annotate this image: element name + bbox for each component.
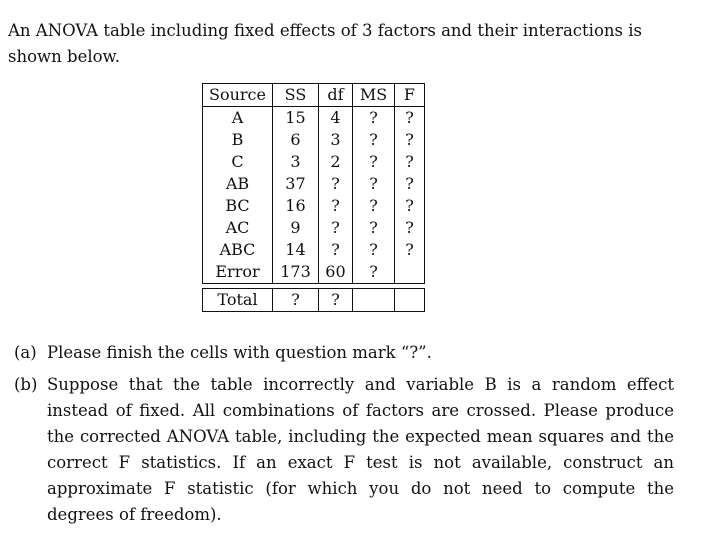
cell-f bbox=[394, 261, 424, 284]
cell-f: ? bbox=[394, 217, 424, 239]
cell-df: ? bbox=[318, 239, 352, 261]
cell-ss: 6 bbox=[272, 129, 318, 151]
cell-source: A bbox=[203, 107, 273, 130]
intro-text: An ANOVA table including fixed effects of 3 factors and their interactions is shown below. bbox=[8, 21, 642, 66]
header-ms: MS bbox=[352, 84, 394, 107]
table-row bbox=[203, 261, 425, 284]
cell-source: C bbox=[203, 151, 273, 173]
cell-ss: 9 bbox=[272, 217, 318, 239]
cell-f: ? bbox=[394, 173, 424, 195]
question-b bbox=[14, 372, 674, 528]
table-row bbox=[203, 195, 425, 217]
cell-ms: ? bbox=[352, 195, 394, 217]
cell-ms: ? bbox=[352, 261, 394, 284]
header-ss: SS bbox=[272, 84, 318, 107]
cell-f: ? bbox=[394, 107, 424, 130]
cell-source: Total bbox=[203, 289, 273, 312]
cell-df: ? bbox=[318, 173, 352, 195]
cell-df: ? bbox=[318, 217, 352, 239]
cell-df: 4 bbox=[318, 107, 352, 130]
cell-df: 3 bbox=[318, 129, 352, 151]
cell-f: ? bbox=[394, 151, 424, 173]
cell-source: Error bbox=[203, 261, 273, 284]
cell-ss: 16 bbox=[272, 195, 318, 217]
header-source: Source bbox=[203, 84, 273, 107]
cell-df: 2 bbox=[318, 151, 352, 173]
cell-f: ? bbox=[394, 195, 424, 217]
question-text: Please finish the cells with question mark “?”. bbox=[47, 343, 432, 362]
question-text: Suppose that the table incorrectly and variable B is a random effect instead of fixed. All combinations of factors are crossed. Please produce the corrected ANOVA table, including the expected mean squares and the correct F statistics. If an exact F test is not available, construct an approximate F statistic (for which you do not need to compute the degrees of freedom). bbox=[47, 375, 674, 524]
cell-ms bbox=[352, 289, 394, 312]
cell-ms: ? bbox=[352, 173, 394, 195]
cell-source: ABC bbox=[203, 239, 273, 261]
table-header-row bbox=[203, 84, 425, 107]
table-row bbox=[203, 129, 425, 151]
cell-f: ? bbox=[394, 239, 424, 261]
table-total-row bbox=[203, 289, 425, 312]
table-row bbox=[203, 107, 425, 130]
cell-source: B bbox=[203, 129, 273, 151]
table-row bbox=[203, 173, 425, 195]
cell-ms: ? bbox=[352, 107, 394, 130]
header-f: F bbox=[394, 84, 424, 107]
cell-df: ? bbox=[318, 195, 352, 217]
cell-f: ? bbox=[394, 129, 424, 151]
anova-table bbox=[202, 83, 425, 312]
cell-ss: ? bbox=[272, 289, 318, 312]
question-a bbox=[14, 340, 674, 366]
table-row bbox=[203, 217, 425, 239]
cell-ss: 37 bbox=[272, 173, 318, 195]
cell-f bbox=[394, 289, 424, 312]
cell-df: ? bbox=[318, 289, 352, 312]
cell-ss: 15 bbox=[272, 107, 318, 130]
header-df: df bbox=[318, 84, 352, 107]
question-label: (a) bbox=[14, 343, 37, 362]
table-row bbox=[203, 151, 425, 173]
cell-source: AC bbox=[203, 217, 273, 239]
cell-ms: ? bbox=[352, 151, 394, 173]
cell-ms: ? bbox=[352, 217, 394, 239]
cell-ms: ? bbox=[352, 239, 394, 261]
cell-ss: 14 bbox=[272, 239, 318, 261]
cell-ss: 173 bbox=[272, 261, 318, 284]
cell-source: AB bbox=[203, 173, 273, 195]
cell-ms: ? bbox=[352, 129, 394, 151]
question-label: (b) bbox=[14, 375, 38, 394]
cell-ss: 3 bbox=[272, 151, 318, 173]
table-row bbox=[203, 239, 425, 261]
question-list bbox=[14, 340, 674, 534]
cell-source: BC bbox=[203, 195, 273, 217]
cell-df: 60 bbox=[318, 261, 352, 284]
